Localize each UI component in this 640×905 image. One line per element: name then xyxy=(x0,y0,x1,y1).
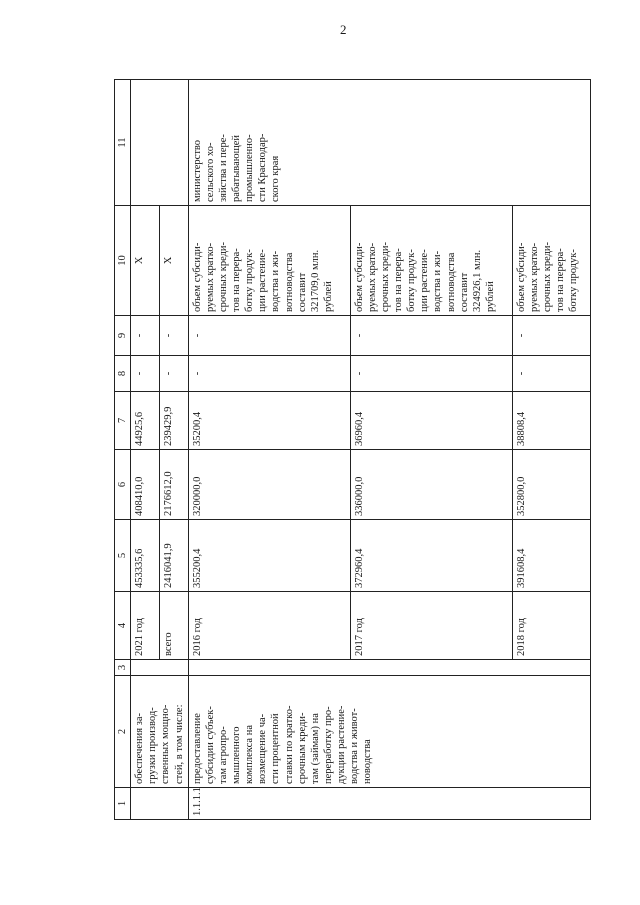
executor-cell xyxy=(131,80,189,206)
total-amount-cell: 372960,4 xyxy=(350,520,512,592)
page-number: 2 xyxy=(340,22,347,37)
table-header-row xyxy=(115,80,131,820)
regional-amount-cell: 36960,4 xyxy=(350,392,512,450)
measure-name-cell: предоставление субсидии субъек- там агропро- мышленного комплекса на возмещение ча- сти процентной ставки по кратко- срочным креди- там (займам) на переработку про- дукции растение- водства и живот- новодства xyxy=(188,676,590,788)
extra-amount-cell: - xyxy=(350,316,512,356)
extra-amount-cell: - xyxy=(159,316,188,356)
result-cell: объем субсиди- руемых кратко- срочных креди- тов на перера- ботку продук- ции растение- водства и жи- вотноводства составит 324926,1 млн. рублей xyxy=(350,206,512,316)
year-cell: 2021 год xyxy=(131,592,160,660)
regional-amount-cell: 35200,4 xyxy=(188,392,350,450)
extra-amount-cell: - xyxy=(188,316,350,356)
header-cell: 3 xyxy=(115,660,131,676)
empty-cell xyxy=(131,660,189,676)
empty-cell xyxy=(188,660,590,676)
row-number-cell: 1.1.1.1 xyxy=(188,788,590,820)
regional-amount-cell: 44925,6 xyxy=(131,392,160,450)
year-cell: 2018 год xyxy=(512,592,590,660)
result-cell: Х xyxy=(131,206,160,316)
regional-amount-cell: 38808,4 xyxy=(512,392,590,450)
local-amount-cell: - xyxy=(188,356,350,392)
result-cell: Х xyxy=(159,206,188,316)
result-cell: объем субсиди- руемых кратко- срочных креди- тов на перера- ботку продук- ции растение- водства и жи- вотноводства составит 321709,0 млн. рублей xyxy=(188,206,350,316)
header-cell: 5 xyxy=(115,520,131,592)
federal-amount-cell: 2176612,0 xyxy=(159,450,188,520)
header-cell: 2 xyxy=(115,676,131,788)
executor-cell: министерство сельского хо- зяйства и пере- рабатывающей промышленно- сти Краснодар- ского края xyxy=(188,80,590,206)
local-amount-cell: - xyxy=(512,356,590,392)
header-cell: 1 xyxy=(115,788,131,820)
total-amount-cell: 355200,4 xyxy=(188,520,350,592)
year-cell: 2016 год xyxy=(188,592,350,660)
header-cell: 10 xyxy=(115,206,131,316)
local-amount-cell: - xyxy=(350,356,512,392)
federal-amount-cell: 336000,0 xyxy=(350,450,512,520)
header-cell: 6 xyxy=(115,450,131,520)
table-row xyxy=(131,80,160,820)
header-cell: 4 xyxy=(115,592,131,660)
total-amount-cell: 391608,4 xyxy=(512,520,590,592)
program-table xyxy=(114,79,591,820)
result-cell: объем субсиди- руемых кратко- срочных креди- тов на перера- ботку продук- xyxy=(512,206,590,316)
local-amount-cell: - xyxy=(159,356,188,392)
regional-amount-cell: 239429,9 xyxy=(159,392,188,450)
row-number-cell xyxy=(131,788,189,820)
header-cell: 8 xyxy=(115,356,131,392)
table-row xyxy=(188,80,350,820)
total-amount-cell: 453335,6 xyxy=(131,520,160,592)
year-cell: 2017 год xyxy=(350,592,512,660)
federal-amount-cell: 320000,0 xyxy=(188,450,350,520)
federal-amount-cell: 408410,0 xyxy=(131,450,160,520)
total-amount-cell: 2416041,9 xyxy=(159,520,188,592)
extra-amount-cell: - xyxy=(512,316,590,356)
header-cell: 9 xyxy=(115,316,131,356)
year-cell: всего xyxy=(159,592,188,660)
measure-name-cell: обеспечения за- грузки производ- ственных мощно- стей, в том числе: xyxy=(131,676,189,788)
rotated-table-container xyxy=(114,80,584,820)
header-cell: 11 xyxy=(115,80,131,206)
federal-amount-cell: 352800,0 xyxy=(512,450,590,520)
local-amount-cell: - xyxy=(131,356,160,392)
header-cell: 7 xyxy=(115,392,131,450)
extra-amount-cell: - xyxy=(131,316,160,356)
